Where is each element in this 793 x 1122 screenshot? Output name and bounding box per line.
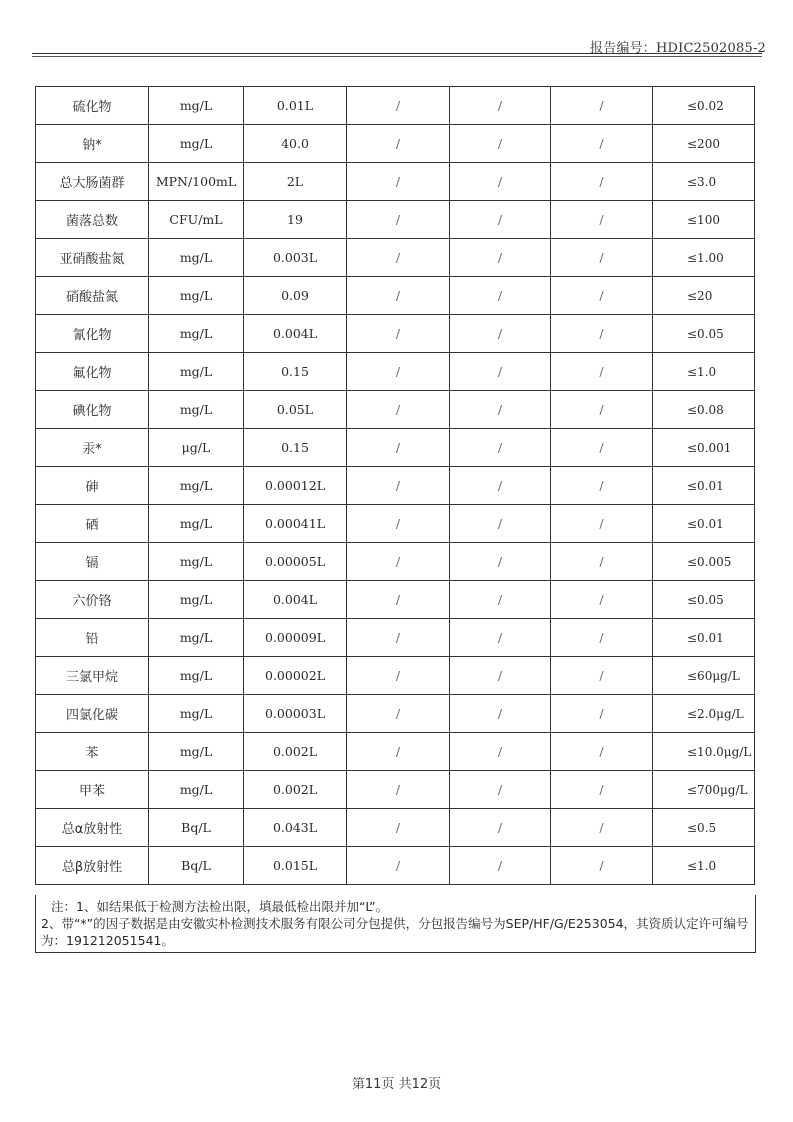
limit-cell: ≤0.005	[653, 543, 755, 581]
item-name-cell: 菌落总数	[36, 201, 149, 239]
item-name-cell: 硒	[36, 505, 149, 543]
result-cell: 0.00005L	[244, 543, 347, 581]
empty-slash-cell: /	[551, 543, 653, 581]
empty-slash-cell: /	[347, 809, 450, 847]
limit-cell: ≤0.01	[653, 619, 755, 657]
limit-cell: ≤0.02	[653, 87, 755, 125]
unit-cell: mg/L	[149, 505, 244, 543]
unit-cell: mg/L	[149, 467, 244, 505]
result-cell: 0.043L	[244, 809, 347, 847]
limit-cell: ≤10.0μg/L	[653, 733, 755, 771]
empty-slash-cell: /	[551, 315, 653, 353]
table-row	[36, 163, 755, 201]
result-cell: 0.00041L	[244, 505, 347, 543]
item-name-cell: 总大肠菌群	[36, 163, 149, 201]
empty-slash-cell: /	[450, 239, 551, 277]
limit-cell: ≤2.0μg/L	[653, 695, 755, 733]
empty-slash-cell: /	[347, 543, 450, 581]
table-row	[36, 695, 755, 733]
result-cell: 40.0	[244, 125, 347, 163]
empty-slash-cell: /	[450, 391, 551, 429]
empty-slash-cell: /	[347, 353, 450, 391]
empty-slash-cell: /	[450, 809, 551, 847]
item-name-cell: 四氯化碳	[36, 695, 149, 733]
item-name-cell: 钠*	[36, 125, 149, 163]
empty-slash-cell: /	[551, 581, 653, 619]
limit-cell: ≤1.0	[653, 353, 755, 391]
empty-slash-cell: /	[450, 543, 551, 581]
unit-cell: mg/L	[149, 733, 244, 771]
result-cell: 0.003L	[244, 239, 347, 277]
result-cell: 0.15	[244, 429, 347, 467]
empty-slash-cell: /	[551, 87, 653, 125]
header-rule-thin	[32, 56, 762, 57]
empty-slash-cell: /	[551, 201, 653, 239]
notes-box	[35, 895, 756, 953]
item-name-cell: 砷	[36, 467, 149, 505]
limit-cell: ≤700μg/L	[653, 771, 755, 809]
unit-cell: mg/L	[149, 619, 244, 657]
limit-cell: ≤200	[653, 125, 755, 163]
unit-cell: mg/L	[149, 239, 244, 277]
empty-slash-cell: /	[551, 733, 653, 771]
empty-slash-cell: /	[450, 771, 551, 809]
empty-slash-cell: /	[450, 733, 551, 771]
empty-slash-cell: /	[347, 87, 450, 125]
empty-slash-cell: /	[450, 695, 551, 733]
table-row	[36, 505, 755, 543]
item-name-cell: 硫化物	[36, 87, 149, 125]
item-name-cell: 氰化物	[36, 315, 149, 353]
result-cell: 0.05L	[244, 391, 347, 429]
unit-cell: mg/L	[149, 771, 244, 809]
limit-cell: ≤1.00	[653, 239, 755, 277]
item-name-cell: 铅	[36, 619, 149, 657]
empty-slash-cell: /	[347, 467, 450, 505]
result-cell: 0.01L	[244, 87, 347, 125]
empty-slash-cell: /	[450, 353, 551, 391]
result-cell: 0.015L	[244, 847, 347, 885]
table-row	[36, 353, 755, 391]
result-cell: 0.002L	[244, 771, 347, 809]
result-cell: 0.004L	[244, 581, 347, 619]
unit-cell: mg/L	[149, 581, 244, 619]
item-name-cell: 氟化物	[36, 353, 149, 391]
result-cell: 0.09	[244, 277, 347, 315]
limit-cell: ≤0.08	[653, 391, 755, 429]
table-row	[36, 391, 755, 429]
item-name-cell: 总β放射性	[36, 847, 149, 885]
header-rule	[32, 53, 762, 54]
empty-slash-cell: /	[551, 391, 653, 429]
empty-slash-cell: /	[551, 847, 653, 885]
result-cell: 2L	[244, 163, 347, 201]
result-cell: 0.002L	[244, 733, 347, 771]
table-row	[36, 87, 755, 125]
empty-slash-cell: /	[551, 163, 653, 201]
limit-cell: ≤0.01	[653, 467, 755, 505]
empty-slash-cell: /	[347, 125, 450, 163]
table-row	[36, 733, 755, 771]
item-name-cell: 亚硝酸盐氮	[36, 239, 149, 277]
limit-cell: ≤0.5	[653, 809, 755, 847]
result-cell: 0.15	[244, 353, 347, 391]
unit-cell: mg/L	[149, 315, 244, 353]
table-row	[36, 543, 755, 581]
empty-slash-cell: /	[551, 353, 653, 391]
empty-slash-cell: /	[450, 163, 551, 201]
empty-slash-cell: /	[347, 771, 450, 809]
unit-cell: mg/L	[149, 695, 244, 733]
empty-slash-cell: /	[347, 429, 450, 467]
empty-slash-cell: /	[450, 657, 551, 695]
empty-slash-cell: /	[450, 467, 551, 505]
page-number: 第11页 共12页	[351, 1077, 442, 1092]
unit-cell: Bq/L	[149, 809, 244, 847]
empty-slash-cell: /	[450, 847, 551, 885]
limit-cell: ≤0.05	[653, 581, 755, 619]
item-name-cell: 镉	[36, 543, 149, 581]
limit-cell: ≤0.01	[653, 505, 755, 543]
unit-cell: mg/L	[149, 391, 244, 429]
empty-slash-cell: /	[551, 125, 653, 163]
empty-slash-cell: /	[347, 163, 450, 201]
limit-cell: ≤100	[653, 201, 755, 239]
empty-slash-cell: /	[347, 657, 450, 695]
item-name-cell: 六价铬	[36, 581, 149, 619]
table-row	[36, 809, 755, 847]
empty-slash-cell: /	[551, 239, 653, 277]
results-table-body	[36, 87, 755, 885]
result-cell: 0.004L	[244, 315, 347, 353]
unit-cell: Bq/L	[149, 847, 244, 885]
unit-cell: mg/L	[149, 125, 244, 163]
empty-slash-cell: /	[551, 809, 653, 847]
empty-slash-cell: /	[450, 277, 551, 315]
item-name-cell: 碘化物	[36, 391, 149, 429]
unit-cell: mg/L	[149, 87, 244, 125]
limit-cell: ≤0.05	[653, 315, 755, 353]
empty-slash-cell: /	[551, 657, 653, 695]
table-row	[36, 847, 755, 885]
empty-slash-cell: /	[347, 505, 450, 543]
result-cell: 19	[244, 201, 347, 239]
empty-slash-cell: /	[347, 315, 450, 353]
table-row	[36, 239, 755, 277]
item-name-cell: 总α放射性	[36, 809, 149, 847]
results-table	[35, 86, 755, 885]
empty-slash-cell: /	[347, 619, 450, 657]
empty-slash-cell: /	[450, 315, 551, 353]
table-row	[36, 201, 755, 239]
empty-slash-cell: /	[347, 201, 450, 239]
empty-slash-cell: /	[347, 277, 450, 315]
result-cell: 0.00002L	[244, 657, 347, 695]
limit-cell: ≤3.0	[653, 163, 755, 201]
empty-slash-cell: /	[551, 467, 653, 505]
empty-slash-cell: /	[450, 125, 551, 163]
unit-cell: mg/L	[149, 543, 244, 581]
item-name-cell: 三氯甲烷	[36, 657, 149, 695]
item-name-cell: 硝酸盐氮	[36, 277, 149, 315]
unit-cell: mg/L	[149, 277, 244, 315]
item-name-cell: 甲苯	[36, 771, 149, 809]
empty-slash-cell: /	[347, 391, 450, 429]
empty-slash-cell: /	[551, 695, 653, 733]
note-line-2: 2、带“*”的因子数据是由安徽实朴检测技术服务有限公司分包提供，分包报告编号为SEP/HF/G/E253054，其资质认定许可编号为：191212051541。	[41, 916, 749, 948]
empty-slash-cell: /	[347, 239, 450, 277]
report-number: 报告编号：HDIC2502085-2	[590, 41, 767, 56]
empty-slash-cell: /	[450, 505, 551, 543]
table-row	[36, 581, 755, 619]
empty-slash-cell: /	[551, 505, 653, 543]
limit-cell: ≤20	[653, 277, 755, 315]
unit-cell: mg/L	[149, 657, 244, 695]
empty-slash-cell: /	[551, 771, 653, 809]
empty-slash-cell: /	[347, 847, 450, 885]
note-line-1: 注：1、如结果低于检测方法检出限，填最低检出限并加“L”。	[51, 899, 389, 914]
empty-slash-cell: /	[551, 619, 653, 657]
empty-slash-cell: /	[347, 695, 450, 733]
table-row	[36, 125, 755, 163]
unit-cell: MPN/100mL	[149, 163, 244, 201]
table-row	[36, 619, 755, 657]
limit-cell: ≤1.0	[653, 847, 755, 885]
table-row	[36, 315, 755, 353]
empty-slash-cell: /	[347, 581, 450, 619]
table-row	[36, 277, 755, 315]
empty-slash-cell: /	[450, 87, 551, 125]
limit-cell: ≤60μg/L	[653, 657, 755, 695]
table-row	[36, 657, 755, 695]
result-cell: 0.00012L	[244, 467, 347, 505]
empty-slash-cell: /	[347, 733, 450, 771]
empty-slash-cell: /	[551, 277, 653, 315]
empty-slash-cell: /	[551, 429, 653, 467]
unit-cell: mg/L	[149, 353, 244, 391]
result-cell: 0.00009L	[244, 619, 347, 657]
empty-slash-cell: /	[450, 201, 551, 239]
result-cell: 0.00003L	[244, 695, 347, 733]
unit-cell: μg/L	[149, 429, 244, 467]
item-name-cell: 苯	[36, 733, 149, 771]
empty-slash-cell: /	[450, 619, 551, 657]
table-row	[36, 467, 755, 505]
item-name-cell: 汞*	[36, 429, 149, 467]
empty-slash-cell: /	[450, 581, 551, 619]
limit-cell: ≤0.001	[653, 429, 755, 467]
table-row	[36, 429, 755, 467]
empty-slash-cell: /	[450, 429, 551, 467]
table-row	[36, 771, 755, 809]
unit-cell: CFU/mL	[149, 201, 244, 239]
